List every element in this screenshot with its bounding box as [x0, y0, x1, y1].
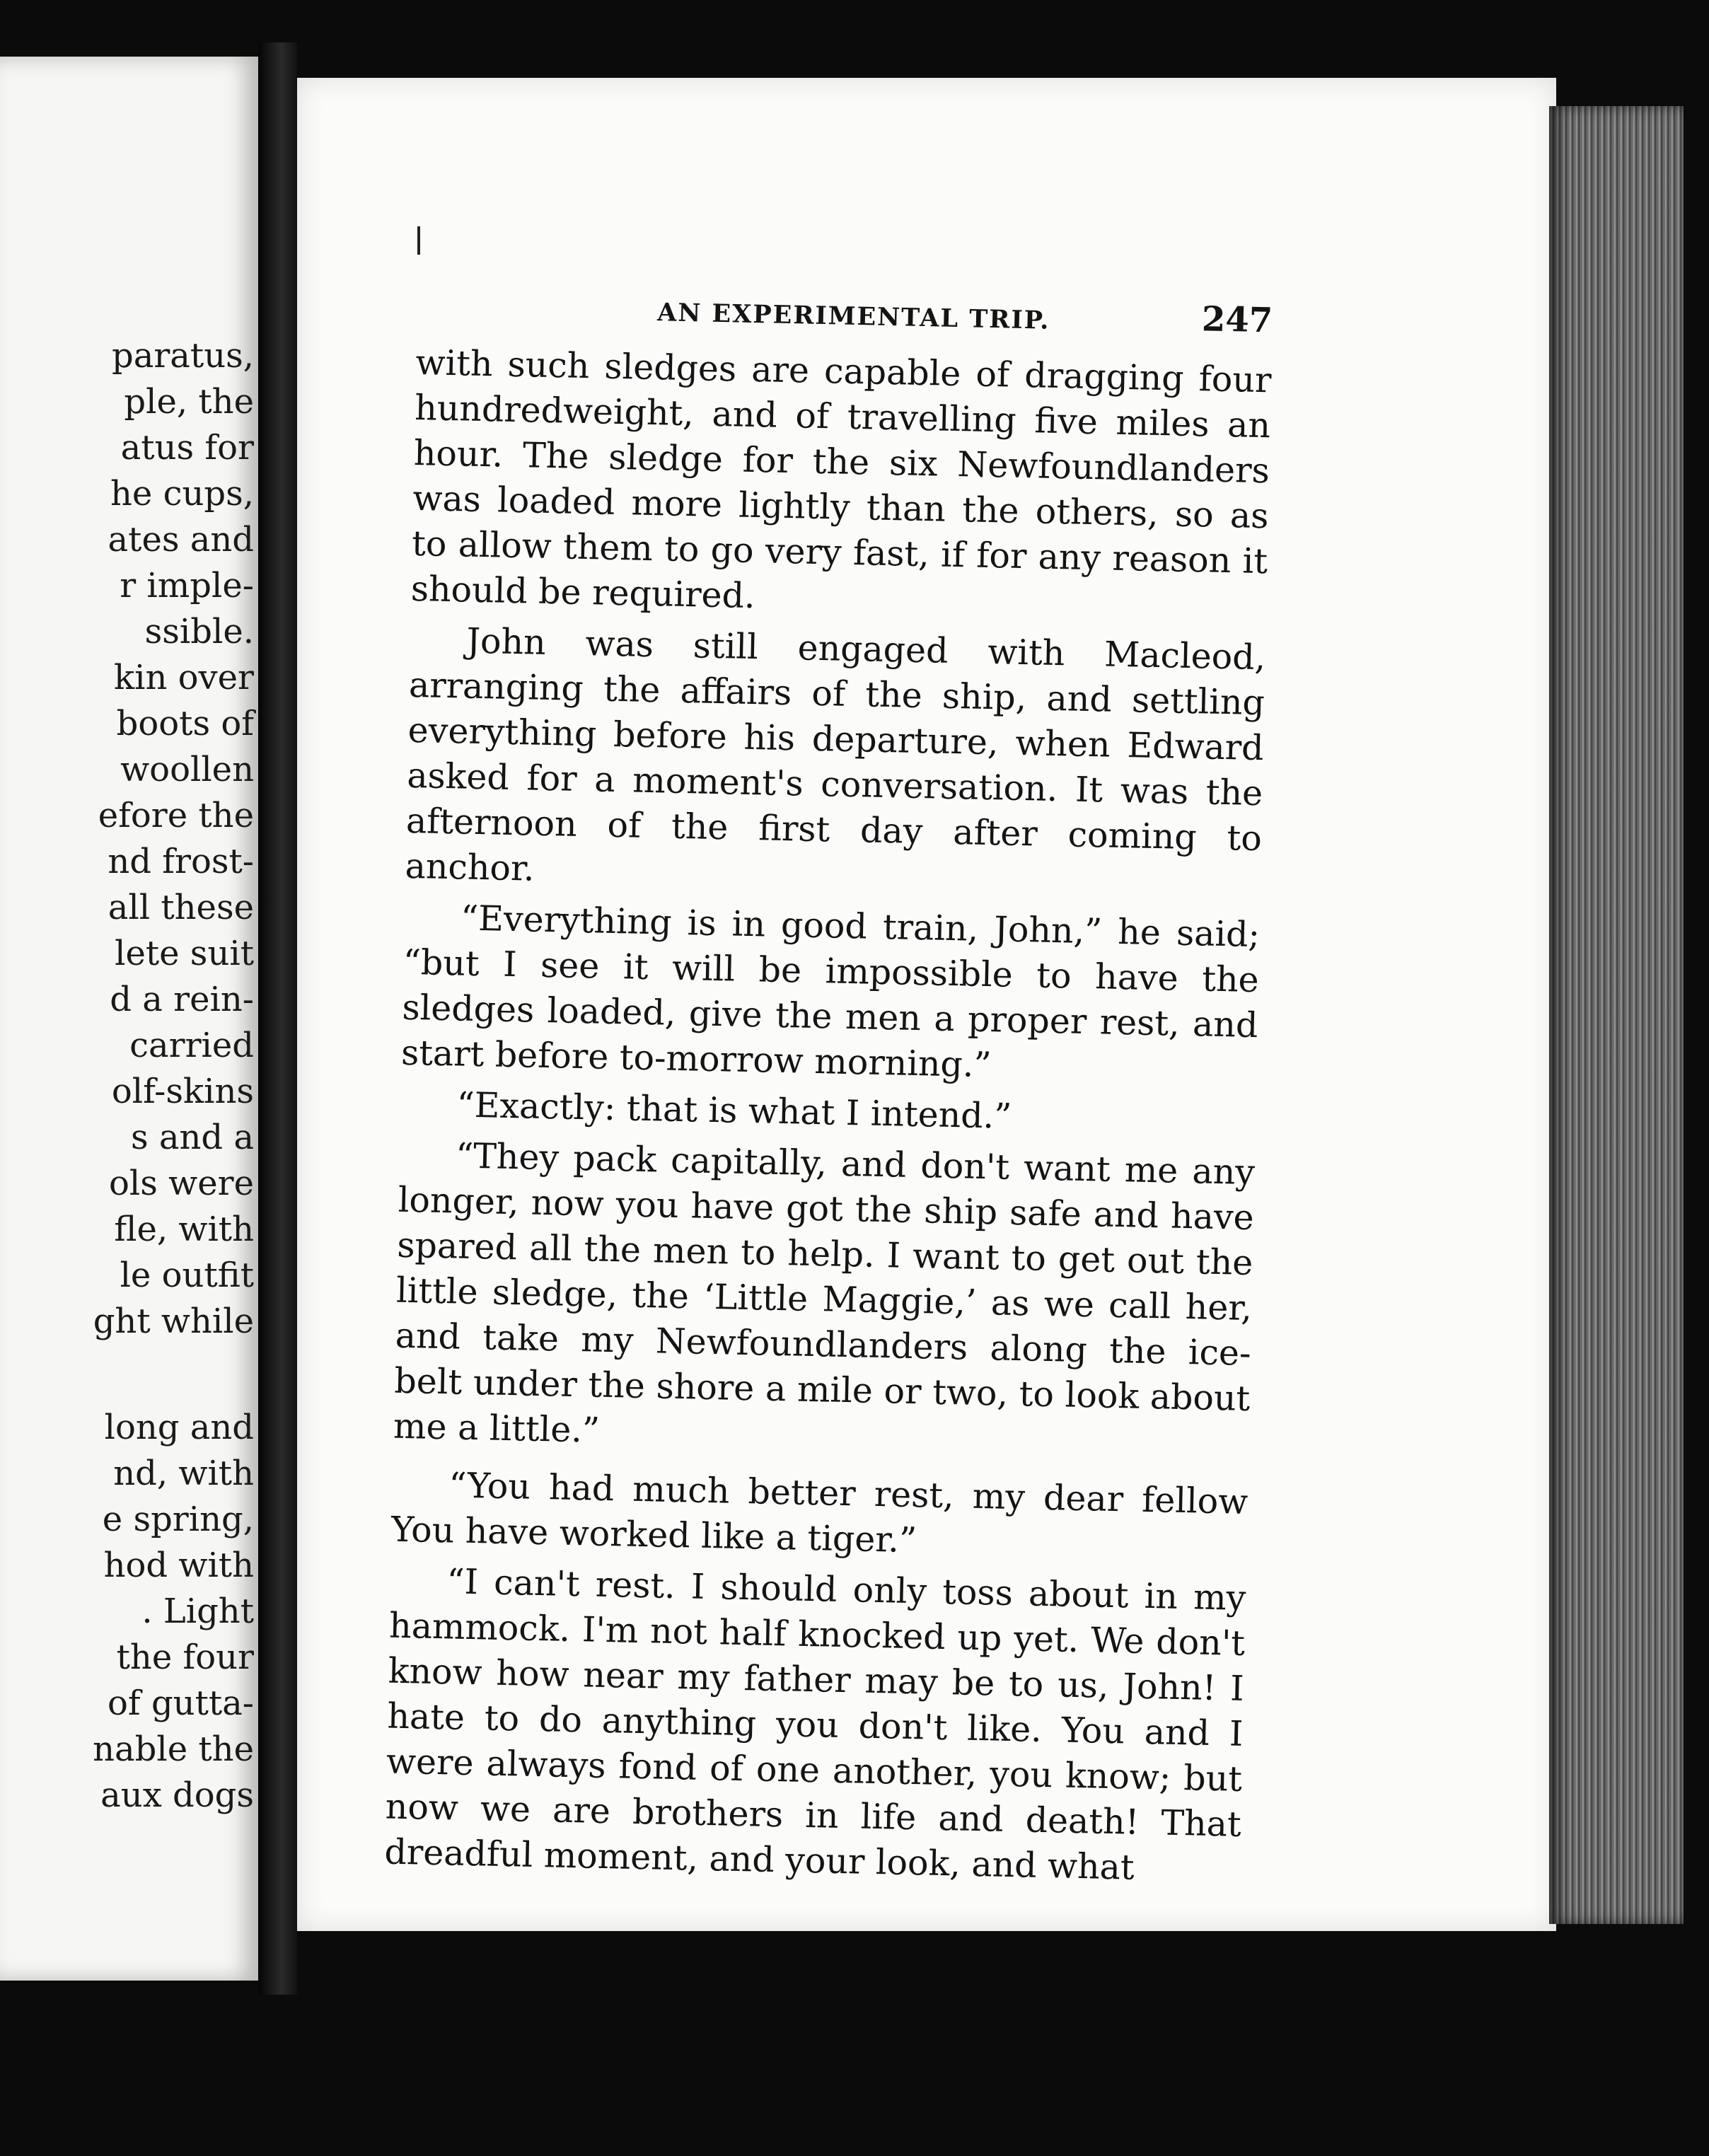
left-page-line: efore the	[98, 796, 254, 835]
left-page-line: d a rein-	[110, 980, 254, 1019]
left-page-line: nd, with	[113, 1454, 254, 1493]
left-page-line: lete suit	[115, 934, 254, 973]
left-page-line: the four	[116, 1638, 254, 1677]
paragraph: “Everything is in good train, John,” he said; “but I see it will be impossible to have the sledges loaded, give the men a proper rest, and start before to-morrow morning.”	[400, 898, 1261, 1086]
left-page-line: olf-skins	[111, 1072, 254, 1111]
left-page-line: nable the	[93, 1729, 254, 1769]
paragraph: “I can't rest. I should only toss about in my hammock. I'm not half knocked up yet. We don't know how near my father may be to us, John! I hate to do anything you don't like. You and I were always fond of one another, you know; but now we are brothers in life and death! That dreadful moment, and your look, and what	[383, 1561, 1246, 1888]
left-page-line: of gutta-	[108, 1683, 254, 1723]
paragraph: “You had much better rest, my dear fellow You have worked like a tiger.”	[390, 1465, 1249, 1561]
left-page-line: e spring,	[102, 1500, 254, 1539]
running-title: AN EXPERIMENTAL TRIP.	[656, 298, 1050, 335]
left-page-line: r imple-	[120, 566, 254, 605]
left-page-line: ple, the	[124, 382, 254, 422]
left-page-line: kin over	[114, 658, 254, 697]
paragraph: “They pack capitally, and don't want me any longer, now you have got the ship safe and have spared all the men to help. I want to get out the little sledge, the ‘Little Maggie,’ as we call her, and take my Newfoundlanders along the ice-belt under the shore a mile or two, to look about me a little.”	[393, 1135, 1256, 1451]
left-page-line: . Light	[141, 1592, 254, 1631]
left-page-line: aux dogs	[100, 1775, 254, 1815]
right-page-content	[384, 283, 1273, 1899]
left-page-line: fle, with	[114, 1210, 254, 1249]
paragraph: with such sledges are capable of dragging four hundredweight, and of travelling five miles an hour. The sledge for the six Newfoundlanders was loaded more lightly than the others, so as to allow them to go very fast, if for any reason it should be required.	[410, 342, 1272, 617]
left-page-line: ssible.	[144, 612, 254, 651]
left-page-line: s and a	[130, 1118, 254, 1157]
paragraph: John was still engaged with Macleod, arranging the affairs of the ship, and settling everything before his departure, when Edward asked for a moment's conversation. It was the afternoon of the first day after coming to anchor.	[405, 620, 1266, 889]
left-page-line: nd frost-	[108, 842, 254, 881]
left-page-line: long and	[104, 1408, 254, 1447]
book-gutter	[258, 42, 297, 1995]
left-page-line: boots of	[116, 704, 254, 743]
left-page-line: ates and	[108, 520, 254, 560]
left-page-line: le outfit	[120, 1256, 254, 1295]
left-page-line: ols were	[109, 1164, 254, 1203]
left-page-line: paratus,	[112, 336, 254, 376]
left-page-line: hod with	[103, 1546, 254, 1585]
paragraph: “Exactly: that is what I intend.”	[456, 1084, 1012, 1137]
left-page-line: ght while	[93, 1302, 254, 1341]
left-page-line: woollen	[120, 750, 254, 789]
left-page	[0, 57, 258, 1981]
left-page-line: atus for	[120, 428, 254, 468]
page-block-edge	[1549, 106, 1684, 1924]
left-page-line: carried	[129, 1026, 254, 1065]
left-page-line: he cups,	[110, 474, 254, 514]
stray-mark	[417, 226, 420, 255]
left-page-line: all these	[108, 888, 254, 927]
page-number: 247	[1201, 299, 1273, 341]
